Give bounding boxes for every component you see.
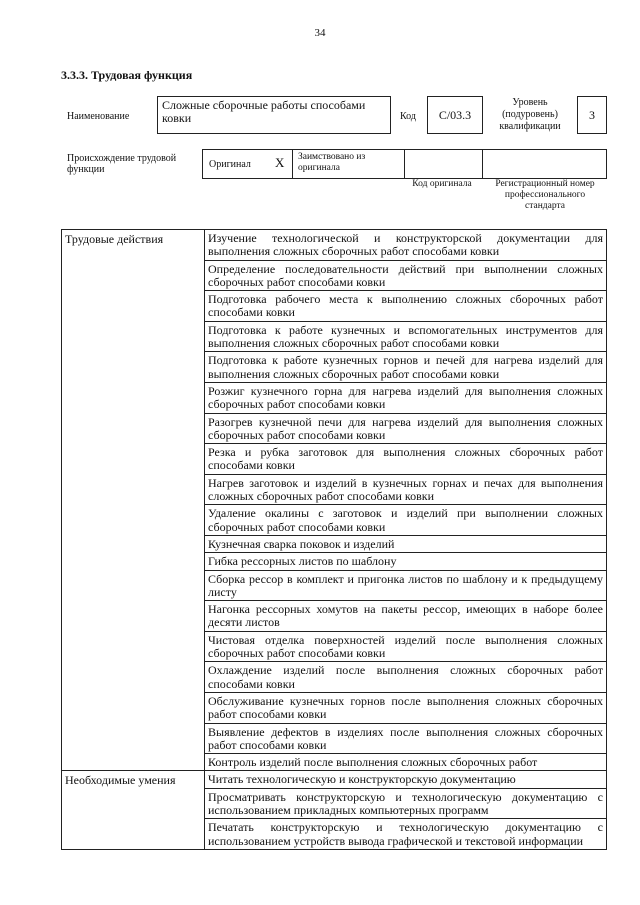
labor-action-item: Нагонка рессорных хомутов на пакеты рессор, имеющих в наборе более десяти листов: [205, 601, 607, 632]
labor-action-item: Подготовка к работе кузнечных и вспомогательных инструментов для выполнения сложных сборочных работ способами ковки: [205, 321, 607, 352]
labor-action-item: Обслуживание кузнечных горнов после выполнения сложных сборочных работ способами ковки: [205, 692, 607, 723]
labor-action-item: Изучение технологической и конструкторской документации для выполнения сложных сборочных работ способами ковки: [205, 230, 607, 261]
borrowed-label: Заимствовано из оригинала: [298, 152, 366, 173]
labor-action-item: Гибка рессорных листов по шаблону: [205, 553, 607, 570]
code-label: Код: [400, 111, 416, 122]
level-value: 3: [589, 108, 595, 122]
required-skill-item: Читать технологическую и конструкторскую документацию: [205, 771, 607, 788]
labor-action-item: Выявление дефектов в изделиях после выполнения сложных сборочных работ способами ковки: [205, 723, 607, 754]
divider: [404, 150, 405, 178]
labor-action-item: Разогрев кузнечной печи для нагрева изделий для выполнения сложных сборочных работ способами ковки: [205, 413, 607, 444]
labor-action-category: Трудовые действия: [62, 230, 205, 771]
page-number: 34: [314, 27, 326, 39]
labor-action-item: Контроль изделий после выполнения сложных сборочных работ: [205, 754, 607, 771]
labor-function-table: [61, 229, 607, 850]
level-field: [577, 96, 607, 134]
function-name-field: [157, 96, 391, 134]
code-field: [427, 96, 483, 134]
origin-label: Происхождение трудовой функции: [67, 153, 177, 175]
code-value: C/03.3: [438, 108, 472, 122]
labor-action-item: Сборка рессор в комплект и пригонка листов по шаблону и к предыдущему листу: [205, 570, 607, 601]
reg-number-caption: Регистрационный номер профессионального стандарта: [495, 179, 595, 211]
labor-action-item: Подготовка к работе кузнечных горнов и печей для нагрева изделий для выполнения сложных сборочных работ способами ковки: [205, 352, 607, 383]
labor-action-item: Охлаждение изделий после выполнения сложных сборочных работ способами ковки: [205, 662, 607, 693]
divider: [482, 150, 483, 178]
labor-action-item: Подготовка рабочего места к выполнению сложных сборочных работ способами ковки: [205, 291, 607, 322]
labor-action-item: Удаление окалины с заготовок и изделий при выполнении сложных сборочных работ способами ковки: [205, 505, 607, 536]
level-label: Уровень (подуровень) квалификации: [499, 97, 561, 132]
labor-action-item: Кузнечная сварка поковок и изделий: [205, 535, 607, 552]
table-row: [62, 771, 607, 788]
labor-action-item: Нагрев заготовок и изделий в кузнечных горнах и печах для выполнения сложных сборочных работ способами ковки: [205, 474, 607, 505]
labor-action-item: Резка и рубка заготовок для выполнения сложных сборочных работ способами ковки: [205, 444, 607, 475]
origin-table: [202, 149, 607, 179]
required-skill-item: Печатать конструкторскую и технологическую документацию с использованием устройств вывода графической и текстовой информации: [205, 819, 607, 850]
required-skill-category: Необходимые умения: [62, 771, 205, 849]
section-title: 3.3.3. Трудовая функция: [61, 68, 193, 82]
required-skill-item: Просматривать конструкторскую и технологическую документацию с использованием прикладных компьютерных программ: [205, 788, 607, 819]
name-label: Наименование: [67, 111, 130, 122]
divider: [292, 150, 293, 178]
labor-action-item: Чистовая отделка поверхностей изделий после выполнения сложных сборочных работ способами ковки: [205, 631, 607, 662]
function-name-value: Сложные сборочные работы способами ковки: [162, 98, 366, 125]
table-row: [62, 230, 607, 261]
original-label: Оригинал: [209, 159, 251, 170]
original-mark: X: [275, 155, 285, 170]
labor-action-item: Определение последовательности действий при выполнении сложных сборочных работ способами ковки: [205, 260, 607, 291]
labor-action-item: Розжиг кузнечного горна для нагрева изделий для выполнения сложных сборочных работ способами ковки: [205, 382, 607, 413]
code-original-caption: Код оригинала: [412, 179, 472, 189]
